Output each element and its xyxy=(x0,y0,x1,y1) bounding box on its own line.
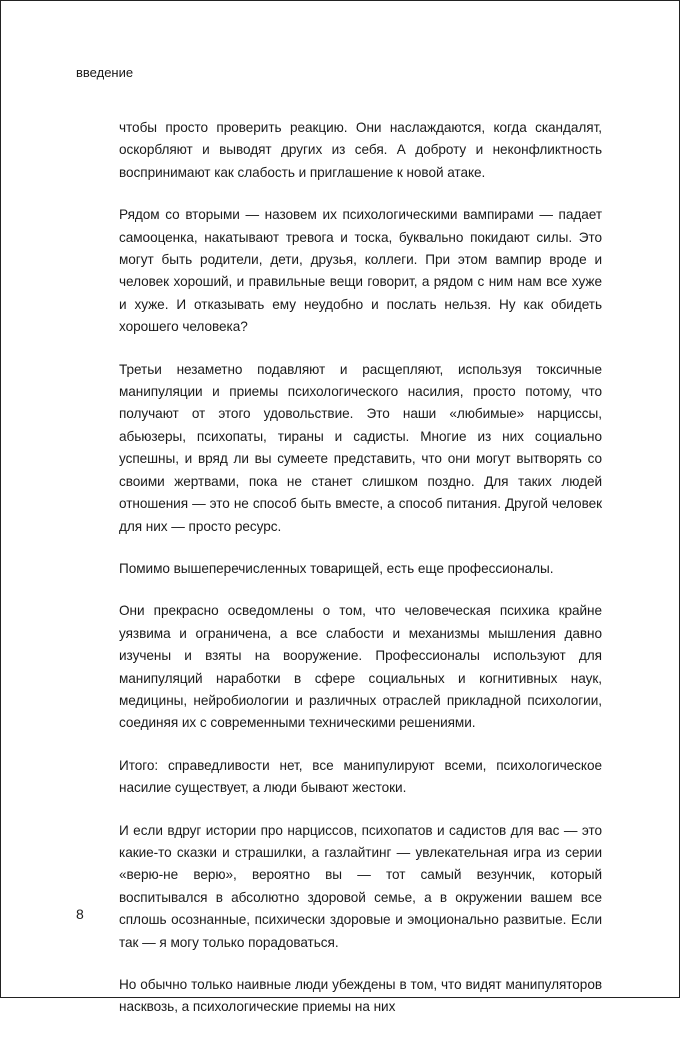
page-number: 8 xyxy=(76,906,84,922)
paragraph: Третьи незаметно подавляют и расщепляют, используя токсичные манипуляции и приемы психологического насилия, просто потому, что получают от этого удовольствие. Это наши «любимые» нарциссы, абьюзеры, психопаты, тираны и садисты. Многие из них социально успешны, и вряд ли вы сумеете представить, что они могут вытворять со своими жертвами, пока не станет слишком поздно. Для таких людей отношения — это не способ быть вместе, а способ питания. Другой человек для них — просто ресурс. xyxy=(119,361,602,534)
paragraph: Помимо вышеперечисленных товарищей, есть еще профессионалы. xyxy=(119,560,554,576)
paragraph: Рядом со вторыми — назовем их психологическими вампирами — падает самооценка, накатывают тревога и тоска, буквально покидают силы. Это могут быть родители, дети, друзья, коллеги. При этом вампир вроде и человек хороший, и правильные вещи говорит, а рядом с ним нам все хуже и хуже. И отказывать ему неудобно и послать нельзя. Ну как обидеть хорошего человека? xyxy=(119,207,602,335)
body-text xyxy=(119,117,602,1039)
paragraph: И если вдруг истории про нарциссов, психопатов и садистов для вас — это какие-то сказки и страшилки, а газлайтинг — увлекательная игра из серии «верю-не верю», вероятно вы — тот самый везунчик, который воспитывался в абсолютно здоровой семье, а в окружении вашем все сплошь осознанные, психически здоровые и эмоционально развитые. Если так — я могу только порадоваться. xyxy=(119,822,602,950)
paragraph: чтобы просто проверить реакцию. Они наслаждаются, когда скандалят, оскорбляют и выводят других из себя. А доброту и неконфликтность воспринимают как слабость и приглашение к новой атаке. xyxy=(119,120,602,180)
paragraph: Итого: справедливости нет, все манипулируют всеми, психологическое насилие существует, а люди бывают жестоки. xyxy=(119,757,602,796)
running-header: введение xyxy=(76,65,134,80)
paragraph: Но обычно только наивные люди убеждены в том, что видят манипуляторов насквозь, а психологические приемы на них xyxy=(119,977,602,1015)
paragraph: Они прекрасно осведомлены о том, что человеческая психика крайне уязвима и ограничена, а все слабости и механизмы мышления давно изучены и взяты на вооружение. Профессионалы используют для манипуляций наработки в сфере социальных и когнитивных наук, медицины, нейробиологии и различных отраслей прикладной психологии, соединяя их с современными техническими решениями. xyxy=(119,603,602,731)
